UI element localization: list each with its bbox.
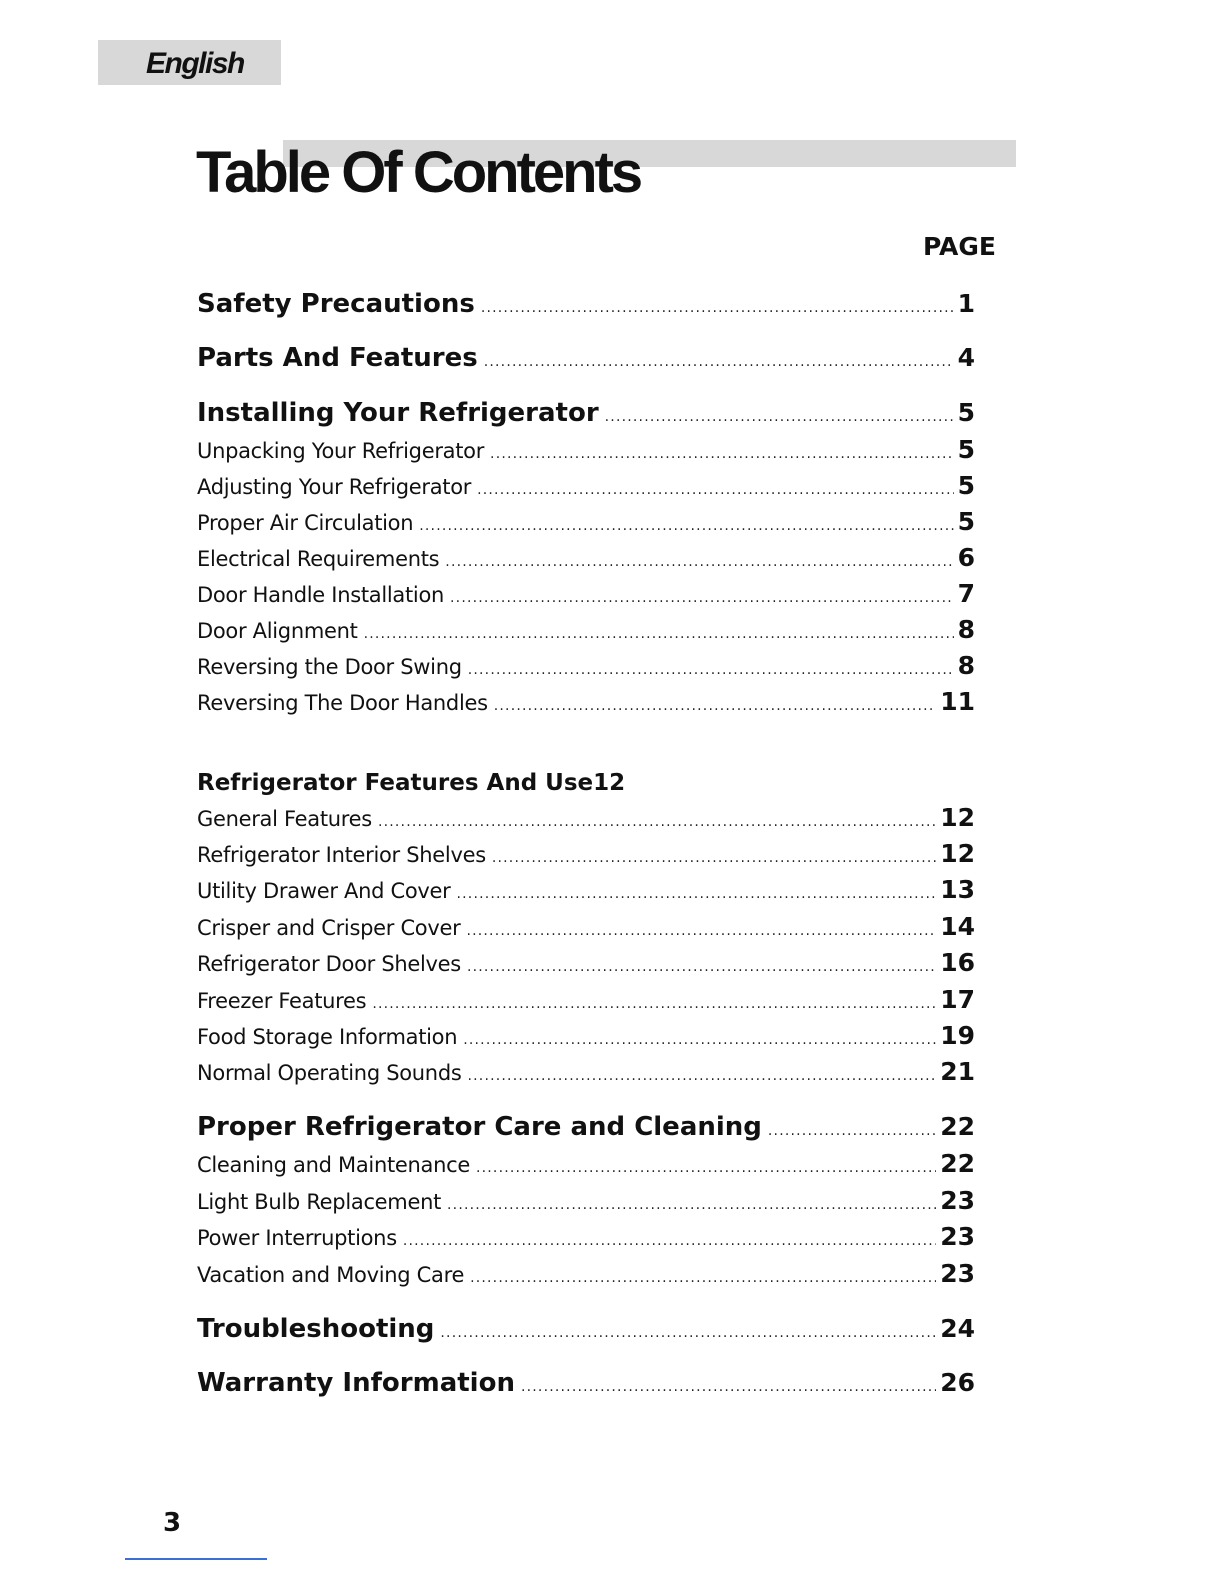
toc-entry-general-features[interactable] bbox=[197, 802, 975, 834]
toc-entry-page: 8 bbox=[957, 615, 975, 644]
toc-entry-crisper[interactable] bbox=[197, 911, 975, 943]
dot-leader bbox=[605, 399, 954, 435]
toc-entry-page: 11 bbox=[940, 687, 975, 716]
dot-leader bbox=[450, 582, 954, 614]
toc-entry-page: 23 bbox=[940, 1259, 975, 1288]
dot-leader bbox=[463, 1024, 936, 1056]
dot-leader bbox=[403, 1225, 936, 1257]
toc-entry-refrigerator-features-and-use[interactable]: Refrigerator Features And Use12 bbox=[197, 770, 626, 796]
toc-entry-label: Light Bulb Replacement bbox=[197, 1190, 442, 1214]
toc-entry-page: 8 bbox=[957, 651, 975, 680]
toc-entry-utility-drawer[interactable] bbox=[197, 874, 975, 906]
toc-entry-page: 17 bbox=[940, 985, 975, 1014]
dot-leader bbox=[466, 915, 936, 947]
toc-entry-door-alignment[interactable] bbox=[197, 614, 975, 646]
page-title: Table Of Contents bbox=[196, 140, 641, 205]
footer-rule bbox=[125, 1558, 267, 1560]
toc-entry-adjusting[interactable] bbox=[197, 470, 975, 502]
language-tab: English bbox=[98, 40, 281, 85]
toc-entry-label: Normal Operating Sounds bbox=[197, 1061, 462, 1085]
toc-entry-page: 1 bbox=[957, 289, 975, 318]
toc-entry-label: Parts And Features bbox=[197, 343, 478, 373]
toc-entry-page: 12 bbox=[940, 839, 975, 868]
toc-entry-air-circulation[interactable] bbox=[197, 506, 975, 538]
toc-entry-page: 5 bbox=[957, 507, 975, 536]
toc-entry-care-and-cleaning[interactable] bbox=[197, 1109, 975, 1145]
toc-entry-power-interruptions[interactable] bbox=[197, 1221, 975, 1253]
toc-entry-page: 4 bbox=[957, 343, 975, 372]
toc-entry-door-shelves[interactable] bbox=[197, 947, 975, 979]
toc-entry-label: Proper Refrigerator Care and Cleaning bbox=[197, 1112, 762, 1142]
toc-entry-label: Crisper and Crisper Cover bbox=[197, 916, 461, 940]
toc-entry-page: 23 bbox=[940, 1186, 975, 1215]
toc-entry-page: 12 bbox=[940, 803, 975, 832]
toc-entry-page: 5 bbox=[957, 471, 975, 500]
toc-entry-label: Refrigerator Interior Shelves bbox=[197, 843, 486, 867]
toc-entry-page: 22 bbox=[940, 1149, 975, 1178]
dot-leader bbox=[447, 1189, 936, 1221]
toc-entry-page: 5 bbox=[957, 435, 975, 464]
toc-entry-page: 19 bbox=[940, 1021, 975, 1050]
toc-entry-page: 7 bbox=[957, 579, 975, 608]
dot-leader bbox=[768, 1113, 936, 1149]
toc-entry-label: Cleaning and Maintenance bbox=[197, 1153, 470, 1177]
toc-entry-label: Safety Precautions bbox=[197, 289, 475, 319]
toc-entry-food-storage[interactable] bbox=[197, 1020, 975, 1052]
toc-entry-page: 13 bbox=[940, 875, 975, 904]
dot-leader bbox=[492, 842, 936, 874]
dot-leader bbox=[467, 951, 936, 983]
dot-leader bbox=[476, 1152, 936, 1184]
toc-entry-reversing-door-swing[interactable] bbox=[197, 650, 975, 682]
toc-entry-installing-your-refrigerator[interactable] bbox=[197, 395, 975, 431]
toc-entry-label: Door Handle Installation bbox=[197, 583, 445, 607]
dot-leader bbox=[494, 690, 936, 722]
dot-leader bbox=[484, 344, 954, 380]
toc-entry-reversing-door-handles[interactable] bbox=[197, 686, 975, 718]
dot-leader bbox=[372, 988, 936, 1020]
toc-entry-label: General Features bbox=[197, 807, 372, 831]
dot-leader bbox=[445, 546, 953, 578]
dot-leader bbox=[378, 806, 936, 838]
toc-entry-label: Food Storage Information bbox=[197, 1025, 458, 1049]
toc-entry-label: Electrical Requirements bbox=[197, 547, 440, 571]
toc-entry-page: 26 bbox=[940, 1368, 975, 1397]
toc-entry-electrical[interactable] bbox=[197, 542, 975, 574]
toc-entry-page: 22 bbox=[940, 1112, 975, 1141]
dot-leader bbox=[477, 474, 953, 506]
footer-page-number: 3 bbox=[163, 1508, 182, 1538]
toc-entry-cleaning-maintenance[interactable] bbox=[197, 1148, 975, 1180]
toc-entry-vacation-moving[interactable] bbox=[197, 1258, 975, 1290]
toc-entry-parts-and-features[interactable] bbox=[197, 340, 975, 376]
toc-entry-label: Refrigerator Door Shelves bbox=[197, 952, 461, 976]
toc-entry-page: 5 bbox=[957, 398, 975, 427]
toc-entry-label: Reversing the Door Swing bbox=[197, 655, 462, 679]
toc-entry-label: Utility Drawer And Cover bbox=[197, 879, 451, 903]
toc-entry-door-handle-installation[interactable] bbox=[197, 578, 975, 610]
toc-entry-label: Reversing The Door Handles bbox=[197, 691, 488, 715]
dot-leader bbox=[481, 290, 954, 326]
dot-leader bbox=[468, 654, 954, 686]
toc-entry-label: Installing Your Refrigerator bbox=[197, 398, 599, 428]
toc-entry-label: Proper Air Circulation bbox=[197, 511, 414, 535]
toc-entry-light-bulb[interactable] bbox=[197, 1185, 975, 1217]
dot-leader bbox=[521, 1369, 936, 1405]
toc-entry-label: Adjusting Your Refrigerator bbox=[197, 475, 472, 499]
toc-entry-page: 23 bbox=[940, 1222, 975, 1251]
dot-leader bbox=[468, 1060, 937, 1092]
toc-entry-interior-shelves[interactable] bbox=[197, 838, 975, 870]
dot-leader bbox=[440, 1315, 936, 1351]
toc-entry-label: Freezer Features bbox=[197, 989, 367, 1013]
toc-entry-label: Power Interruptions bbox=[197, 1226, 397, 1250]
toc-entry-freezer-features[interactable] bbox=[197, 984, 975, 1016]
toc-entry-troubleshooting[interactable] bbox=[197, 1311, 975, 1347]
toc-entry-label: Warranty Information bbox=[197, 1368, 515, 1398]
toc-entry-page: 24 bbox=[940, 1314, 975, 1343]
toc-entry-label: Vacation and Moving Care bbox=[197, 1263, 465, 1287]
toc-entry-page: 6 bbox=[957, 543, 975, 572]
toc-entry-label: Unpacking Your Refrigerator bbox=[197, 439, 485, 463]
toc-entry-safety-precautions[interactable] bbox=[197, 286, 975, 322]
dot-leader bbox=[490, 438, 954, 470]
dot-leader bbox=[470, 1262, 936, 1294]
toc-entry-operating-sounds[interactable] bbox=[197, 1056, 975, 1088]
toc-entry-unpacking[interactable] bbox=[197, 434, 975, 466]
toc-entry-page: 14 bbox=[940, 912, 975, 941]
toc-entry-label: Troubleshooting bbox=[197, 1314, 435, 1344]
toc-entry-page: 16 bbox=[940, 948, 975, 977]
toc-entry-page: 21 bbox=[940, 1057, 975, 1086]
toc-entry-warranty[interactable] bbox=[197, 1365, 975, 1401]
dot-leader bbox=[419, 510, 953, 542]
page-column-header: PAGE bbox=[923, 232, 996, 261]
dot-leader bbox=[457, 878, 937, 910]
dot-leader bbox=[364, 618, 954, 650]
toc-entry-label: Door Alignment bbox=[197, 619, 358, 643]
